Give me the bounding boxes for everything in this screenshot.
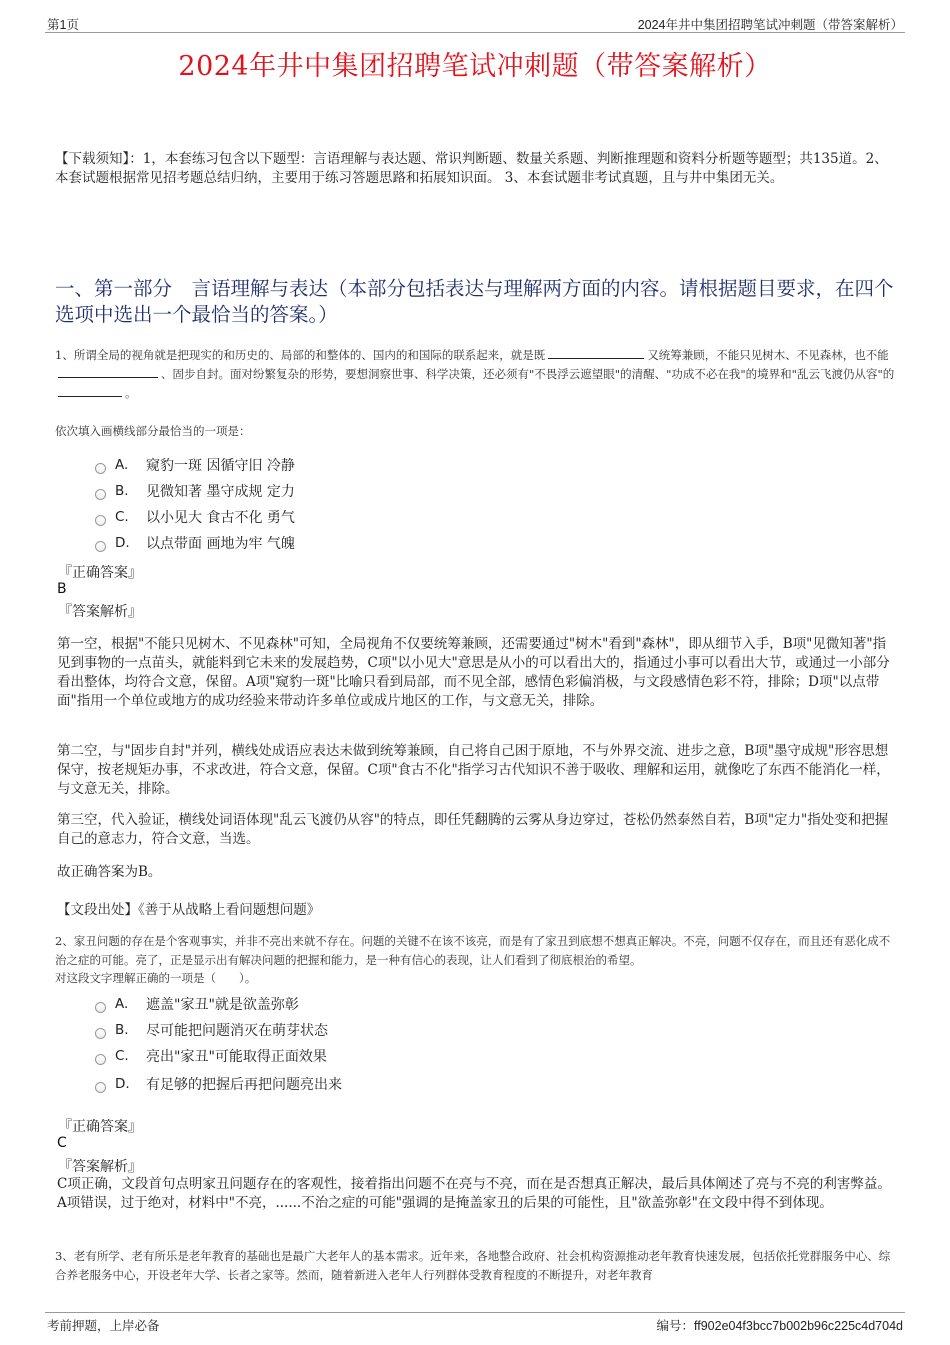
- question-2-option-a[interactable]: [95, 991, 342, 1017]
- radio-icon[interactable]: [95, 515, 106, 526]
- option-text: 尽可能把问题消灭在萌芽状态: [146, 1023, 328, 1039]
- question-1-options: [95, 452, 295, 556]
- analysis-conclusion: 故正确答案为B。: [57, 864, 162, 880]
- analysis-label: 『答案解析』: [58, 1159, 142, 1175]
- question-1-part1: 1、所谓全局的视角就是把现实的和历史的、局部的和整体的、国内的和国际的联系起来，就是既: [55, 348, 546, 362]
- correct-answer-label: 『正确答案』: [58, 1119, 142, 1135]
- radio-icon[interactable]: [95, 463, 106, 474]
- section-heading: 一、第一部分 言语理解与表达（本部分包括表达与理解两方面的内容。请根据题目要求，在四个选项中选出一个最恰当的答案。）: [55, 277, 894, 326]
- option-text: 亮出"家丑"可能取得正面效果: [146, 1049, 327, 1065]
- question-1-prompt: 依次填入画横线部分最恰当的一项是：: [55, 424, 251, 438]
- option-text: 窥豹一斑 因循守旧 冷静: [146, 458, 295, 474]
- question-2-option-b[interactable]: [95, 1017, 342, 1043]
- radio-icon[interactable]: [95, 1054, 106, 1065]
- page-footer: [45, 1312, 905, 1335]
- question-2-option-c[interactable]: [95, 1043, 342, 1069]
- radio-icon[interactable]: [95, 1002, 106, 1013]
- radio-icon[interactable]: [95, 1028, 106, 1039]
- question-1-text: [55, 346, 900, 403]
- radio-icon[interactable]: [95, 541, 106, 552]
- option-text: 有足够的把握后再把问题亮出来: [146, 1077, 342, 1093]
- question-2-options: [95, 991, 342, 1099]
- radio-icon[interactable]: [95, 1082, 106, 1093]
- question-1-option-a[interactable]: [95, 452, 295, 478]
- analysis-paragraph-1: 第一空，根据"不能只见树木、不见森林"可知，全局视角不仅要统筹兼顾，还需要通过"树木"看到"森林"，即从细节入手，B项"见微知著"指见到事物的一点苗头，就能料到它未来的发展趋势，C项"以小见大"意思是从小的可以看出大的，指通过小事可以看出大节，或通过一小部分看出整体，均符合文意，保留。A项"窥豹一斑"比喻只看到局部，而不见全部，感情色彩偏消极，与文段感情色彩不符，排除；D项"以点带面"指用一个单位或地方的成功经验来带动许多单位或成片地区的工作，与文意无关，排除。: [57, 636, 890, 709]
- question-1-part4: 。: [125, 386, 137, 400]
- passage-source: 【文段出处】《善于从战略上看问题想问题》: [57, 902, 321, 918]
- question-2-prompt: 对这段文字理解正确的一项是（ ）。: [55, 971, 257, 985]
- download-notice: 【下载须知】：1，本套练习包含以下题型：言语理解与表达题、常识判断题、数量关系题、判断推理题和资料分析题等题型；共135道。2、本套试题根据常见招考题总结归纳，主要用于练习答题思路和拓展知识面。 3、本套试题非考试真题，且与井中集团无关。: [55, 151, 888, 186]
- option-letter: C.: [115, 1048, 129, 1064]
- analysis-paragraph-3: 第三空，代入验证，横线处词语体现"乱云飞渡仍从容"的特点，即任凭翻腾的云雾从身边穿过，苍松仍然泰然自若，B项"定力"指处变和把握自己的意志力，符合文意，当选。: [57, 812, 889, 847]
- correct-answer-label: 『正确答案』: [58, 565, 142, 581]
- question-1-part3: 、固步自封。面对纷繁复杂的形势，要想洞察世事、科学决策，还必须有"不畏浮云遮望眼"的清醒、"功成不必在我"的境界和"乱云飞渡仍从容"的: [161, 367, 895, 381]
- question-1-option-d[interactable]: [95, 530, 295, 556]
- page-number: 第1页: [47, 18, 79, 32]
- question-1-part2: 又统筹兼顾，不能只见树木、不见森林，也不能: [647, 348, 889, 362]
- correct-answer: C: [57, 1135, 67, 1151]
- blank-2: [58, 365, 158, 378]
- option-text: 见微知著 墨守成规 定力: [146, 484, 295, 500]
- option-text: 以点带面 画地为牢 气魄: [146, 536, 295, 552]
- footer-serial: 编号：ff902e04f3bcc7b002b96c225c4d704d: [656, 1319, 903, 1333]
- radio-icon[interactable]: [95, 489, 106, 500]
- analysis-paragraph-1: C项正确，文段首句点明家丑问题存在的客观性，接着指出问题不在亮与不亮，而在是否想真正解决，最后具体阐述了亮与不亮的利害弊益。A项错误，过于绝对，材料中"不亮，......不治之症的可能"强调的是掩盖家丑的后果的可能性，且"欲盖弥彰"在文段中得不到体现。: [57, 1176, 891, 1211]
- option-letter: D.: [115, 535, 130, 551]
- option-text: 遮盖"家丑"就是欲盖弥彰: [146, 997, 299, 1013]
- analysis-label: 『答案解析』: [58, 604, 142, 620]
- question-2-option-d[interactable]: [95, 1069, 342, 1099]
- header-doc-title: 2024年井中集团招聘笔试冲刺题（带答案解析）: [637, 18, 903, 32]
- analysis-paragraph-2: 第二空，与"固步自封"并列，横线处成语应表达未做到统筹兼顾，自己将自己困于原地，不与外界交流、进步之意，B项"墨守成规"形容思想保守，按老规矩办事，不求改进，符合文意，保留。C项"食古不化"指学习古代知识不善于吸收、理解和运用，就像吃了东西不能消化一样，与文意无关，排除。: [57, 743, 890, 797]
- option-letter: A.: [115, 996, 129, 1012]
- question-3-text: 3、老有所学、老有所乐是老年教育的基础也是最广大老年人的基本需求。近年来，各地整合政府、社会机构资源推动老年教育快速发展，包括依托党群服务中心、综合养老服务中心，开设老年大学、长者之家等。然而，随着新进入老年人行列群体受教育程度的不断提升，对老年教育: [55, 1249, 891, 1282]
- option-letter: B.: [115, 483, 129, 499]
- footer-slogan: 考前押题，上岸必备: [47, 1319, 160, 1333]
- option-letter: B.: [115, 1022, 129, 1038]
- option-letter: C.: [115, 509, 129, 525]
- option-letter: A.: [115, 457, 129, 473]
- question-2-text: 2、家丑问题的存在是个客观事实，并非不亮出来就不存在。问题的关键不在该不该亮，而是有了家丑到底想不想真正解决。不亮，问题不仅存在，而且还有恶化成不治之症的可能。亮了，正是显示出有解决问题的把握和能力，是一种有信心的表现，让人们看到了彻底根治的希望。: [55, 934, 891, 967]
- page-header: [45, 14, 905, 33]
- question-1-option-c[interactable]: [95, 504, 295, 530]
- correct-answer: B: [57, 581, 67, 597]
- option-letter: D.: [115, 1076, 130, 1092]
- question-1-option-b[interactable]: [95, 478, 295, 504]
- blank-1: [548, 346, 644, 359]
- blank-3: [58, 384, 122, 397]
- option-text: 以小见大 食古不化 勇气: [146, 510, 295, 526]
- document-title: 2024年井中集团招聘笔试冲刺题（带答案解析）: [178, 51, 772, 82]
